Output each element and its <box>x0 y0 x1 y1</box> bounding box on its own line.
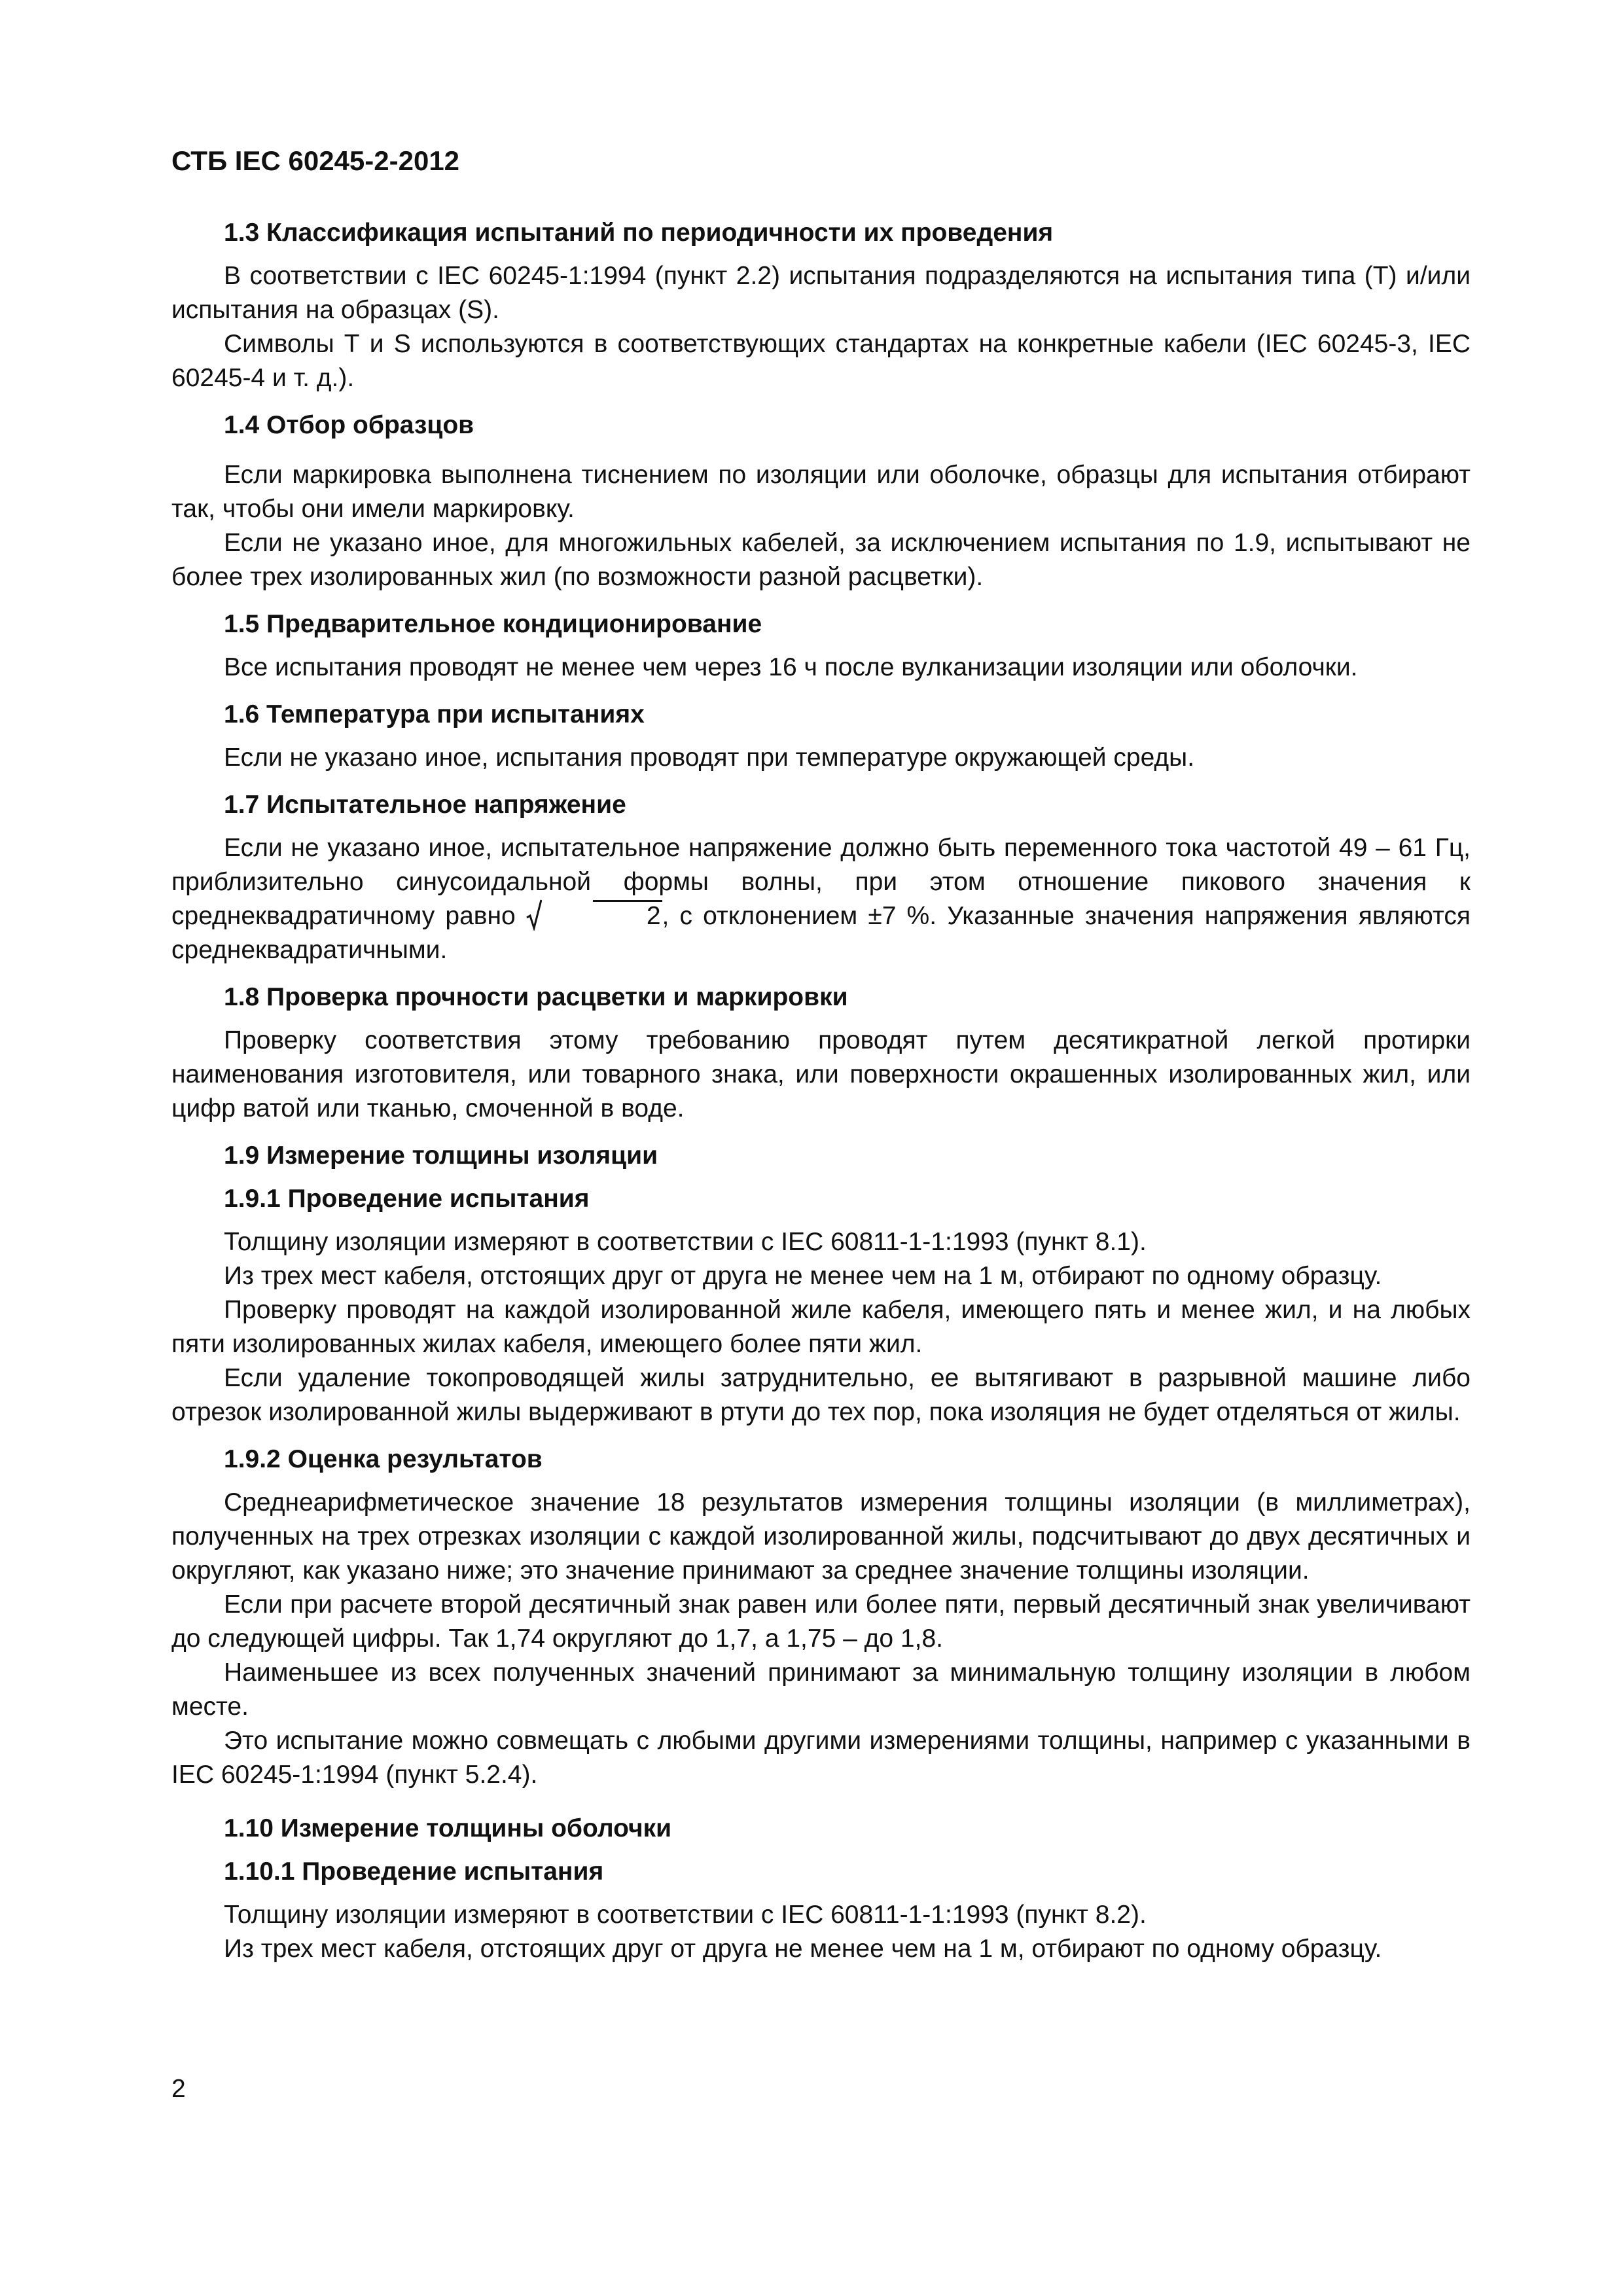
paragraph: Толщину изоляции измеряют в соответствии с IEC 60811-1-1:1993 (пункт 8.2). <box>224 1901 1147 1929</box>
paragraph: Символы Т и S используются в соответствующих стандартах на конкретные кабели (IEC 60245-3, IEC 60245-4 и т. д.). <box>171 330 1471 392</box>
section-heading-1-10-1: 1.10.1 Проведение испытания <box>224 1857 604 1886</box>
paragraph-test-voltage <box>171 831 1471 967</box>
radicand: 2 <box>593 900 662 931</box>
radical-sign-icon <box>526 898 542 931</box>
paragraph: Это испытание можно совмещать с любыми другими измерениями толщины, например с указанными в IEC 60245-1:1994 (пункт 5.2.4). <box>171 1727 1471 1789</box>
document-page <box>171 144 1471 1966</box>
paragraph: Наименьшее из всех полученных значений принимают за минимальную толщину изоляции в любом месте. <box>171 1659 1471 1721</box>
square-root-formula <box>526 899 662 933</box>
paragraph: В соответствии с IEC 60245-1:1994 (пункт 2.2) испытания подразделяются на испытания типа (Т) и/или испытания на образцах (S). <box>171 262 1471 324</box>
paragraph: Если не указано иное, испытания проводят при температуре окружающей среды. <box>224 744 1195 772</box>
document-header: СТБ IEC 60245-2-2012 <box>171 145 460 176</box>
section-heading-1-10: 1.10 Измерение толщины оболочки <box>224 1814 672 1842</box>
paragraph-text: Если не указано иное, испытательное напряжение должно быть переменного тока частотой 49 – 61 Гц, приблизительно синусоидальной формы волны, при этом отношение пикового значения к среднеквадратичному равно <box>171 834 1471 930</box>
paragraph: Проверку проводят на каждой изолированной жиле кабеля, имеющего пять и менее жил, и на любых пяти изолированных жилах кабеля, имеющего более пяти жил. <box>171 1296 1471 1358</box>
paragraph-text: , с отклонением ±7 %. Указанные значения напряжения являются среднеквадратичными. <box>171 902 1471 964</box>
section-heading-1-6: 1.6 Температура при испытаниях <box>224 700 645 728</box>
section-heading-1-9-2: 1.9.2 Оценка результатов <box>224 1445 543 1473</box>
paragraph: Если не указано иное, для многожильных кабелей, за исключением испытания по 1.9, испытывают не более трех изолированных жил (по возможности разной расцветки). <box>171 529 1471 591</box>
paragraph: Все испытания проводят не менее чем через 16 ч после вулканизации изоляции или оболочки. <box>224 653 1358 681</box>
paragraph: Толщину изоляции измеряют в соответствии с IEC 60811-1-1:1993 (пункт 8.1). <box>224 1228 1147 1256</box>
paragraph: Если маркировка выполнена тиснением по изоляции или оболочке, образцы для испытания отбирают так, чтобы они имели маркировку. <box>171 461 1471 523</box>
paragraph: Если при расчете второй десятичный знак равен или более пяти, первый десятичный знак увеличивают до следующей цифры. Так 1,74 округляют до 1,7, а 1,75 – до 1,8. <box>171 1590 1471 1653</box>
paragraph: Если удаление токопроводящей жилы затруднительно, ее вытягивают в разрывной машине либо отрезок изолированной жилы выдерживают в ртути до тех пор, пока изоляция не будет отделяться от жилы. <box>171 1364 1471 1426</box>
section-heading-1-9-1: 1.9.1 Проведение испытания <box>224 1185 590 1213</box>
section-heading-1-3: 1.3 Классификация испытаний по периодичности их проведения <box>224 219 1054 247</box>
section-heading-1-4: 1.4 Отбор образцов <box>224 411 474 439</box>
section-heading-1-8: 1.8 Проверка прочности расцветки и маркировки <box>224 983 848 1011</box>
page-number: 2 <box>171 2075 186 2103</box>
section-heading-1-9: 1.9 Измерение толщины изоляции <box>224 1141 658 1170</box>
paragraph: Из трех мест кабеля, отстоящих друг от друга не менее чем на 1 м, отбирают по одному образцу. <box>224 1262 1382 1290</box>
paragraph: Из трех мест кабеля, отстоящих друг от друга не менее чем на 1 м, отбирают по одному образцу. <box>224 1935 1382 1963</box>
paragraph: Проверку соответствия этому требованию проводят путем десятикратной легкой протирки наименования изготовителя, или товарного знака, или поверхности окрашенных изолированных жил, или цифр ватой или тканью, смоченной в воде. <box>171 1026 1471 1122</box>
section-heading-1-5: 1.5 Предварительное кондиционирование <box>224 610 762 638</box>
section-heading-1-7: 1.7 Испытательное напряжение <box>224 791 626 819</box>
paragraph: Среднеарифметическое значение 18 результатов измерения толщины изоляции (в миллиметрах), полученных на трех отрезках изоляции с каждой изолированной жилы, подсчитывают до двух десятичных и округляют, как указано ниже; это значение принимают за среднее значение толщины изоляции. <box>171 1488 1471 1585</box>
